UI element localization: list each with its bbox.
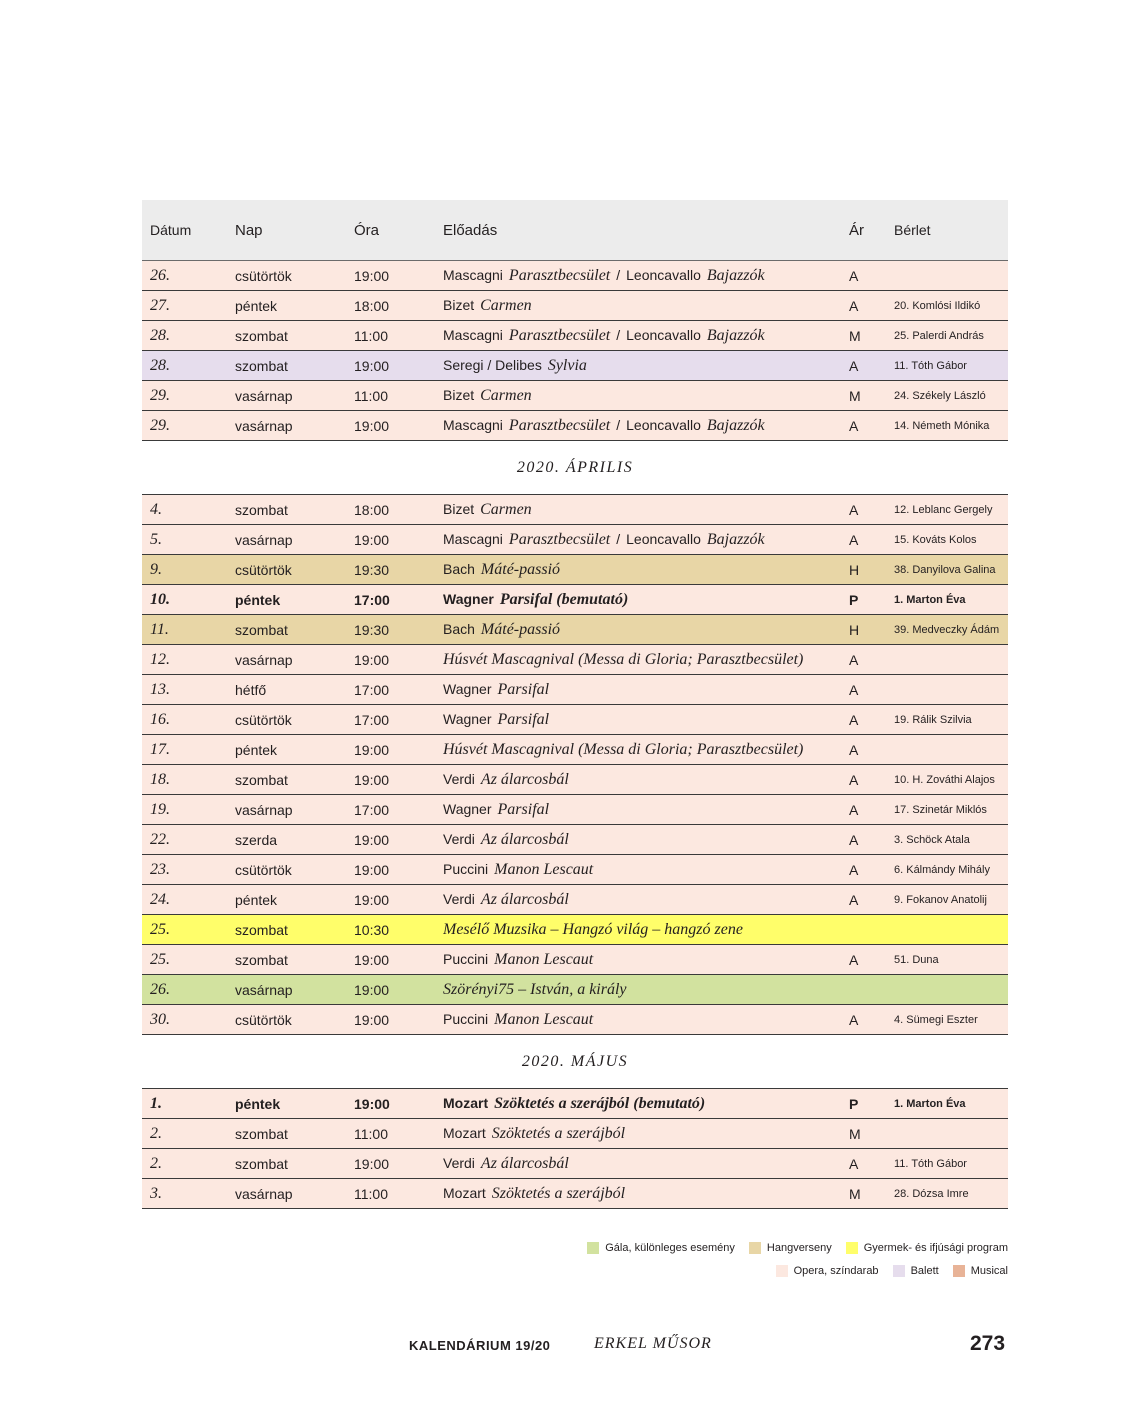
subscription-cell: 11. Tóth Gábor — [894, 1157, 967, 1170]
table-row — [142, 381, 1008, 411]
date-cell: 19. — [150, 800, 170, 818]
time-cell: 18:00 — [354, 297, 390, 314]
separator: / — [616, 416, 621, 433]
table-row — [142, 855, 1008, 885]
work-title: Húsvét Mascagnival (Messa di Gloria; Parasztbecsület) — [443, 650, 804, 668]
work-title: Manon Lescaut — [494, 950, 594, 968]
price-cell: H — [849, 561, 860, 578]
price-cell: A — [849, 831, 859, 848]
performance-cell — [443, 591, 849, 609]
may-section — [142, 1088, 1008, 1209]
legend-item — [587, 1242, 735, 1254]
month-title-may: 2020. MÁJUS — [521, 1052, 629, 1070]
day-cell: vasárnap — [235, 1185, 293, 1202]
performance-cell — [443, 861, 849, 879]
day-cell: csütörtök — [235, 561, 292, 578]
legend-item — [749, 1242, 832, 1254]
work-title: Az álarcosbál — [480, 1154, 569, 1172]
day-cell: csütörtök — [235, 1011, 292, 1028]
subscription-cell: 12. Leblanc Gergely — [894, 503, 993, 516]
header-performance: Előadás — [443, 221, 498, 239]
separator: / — [616, 266, 621, 283]
price-cell: M — [849, 1185, 861, 1202]
work-title: Bajazzók — [706, 530, 765, 548]
subscription-cell: 14. Németh Mónika — [894, 419, 990, 432]
table-row — [142, 675, 1008, 705]
performance-cell — [443, 801, 849, 819]
date-cell: 17. — [150, 740, 170, 758]
subscription-cell: 17. Szinetár Miklós — [894, 803, 987, 816]
work-title: Carmen — [480, 296, 532, 314]
performance-cell — [443, 297, 849, 315]
table-row — [142, 1005, 1008, 1035]
date-cell: 11. — [150, 620, 169, 638]
subscription-cell: 39. Medveczky Ádám — [894, 623, 1000, 636]
time-cell: 19:00 — [354, 417, 390, 434]
work-title: Szöktetés a szerájból — [491, 1124, 626, 1142]
price-cell: A — [849, 501, 859, 518]
table-row — [142, 795, 1008, 825]
date-cell: 2. — [150, 1154, 162, 1172]
performance-cell — [443, 1095, 849, 1113]
price-cell: A — [849, 267, 859, 284]
page-number: 273 — [970, 1332, 1006, 1355]
legend-swatch — [953, 1265, 965, 1277]
composer: Bizet — [443, 386, 475, 403]
legend-swatch — [587, 1242, 599, 1254]
separator: / — [616, 530, 621, 547]
time-cell: 19:00 — [354, 357, 390, 374]
legend-swatch — [776, 1265, 788, 1277]
day-cell: szombat — [235, 951, 288, 968]
composer: Mozart — [443, 1094, 489, 1111]
work-title: Manon Lescaut — [494, 1010, 594, 1028]
date-cell: 22. — [150, 830, 170, 848]
date-cell: 3. — [150, 1184, 162, 1202]
schedule-table — [142, 200, 1008, 1209]
subscription-cell: 28. Dózsa Imre — [894, 1187, 969, 1200]
performance-cell — [443, 327, 849, 345]
table-row — [142, 1119, 1008, 1149]
price-cell: A — [849, 357, 859, 374]
performance-cell — [443, 501, 849, 519]
price-cell: A — [849, 417, 859, 434]
time-cell: 19:00 — [354, 981, 390, 998]
day-cell: péntek — [235, 1095, 281, 1112]
work-title: Szöktetés a szerájból (bemutató) — [494, 1094, 706, 1112]
legend-item — [776, 1265, 879, 1277]
subscription-cell: 19. Rálik Szilvia — [894, 713, 972, 726]
time-cell: 18:00 — [354, 501, 390, 518]
composer: Seregi / Delibes — [443, 356, 542, 373]
day-cell: szombat — [235, 327, 288, 344]
date-cell: 29. — [150, 386, 170, 404]
table-row — [142, 555, 1008, 585]
composer: Wagner — [443, 710, 492, 727]
subscription-cell: 1. Marton Éva — [894, 593, 966, 606]
date-cell: 16. — [150, 710, 170, 728]
header-day: Nap — [235, 221, 263, 239]
performance-cell — [443, 921, 849, 939]
day-cell: vasárnap — [235, 531, 293, 548]
work-title: Az álarcosbál — [480, 770, 569, 788]
day-cell: szombat — [235, 501, 288, 518]
price-cell: P — [849, 591, 859, 608]
time-cell: 19:00 — [354, 741, 390, 758]
date-cell: 30. — [150, 1010, 170, 1028]
composer: Puccini — [443, 1010, 489, 1027]
time-cell: 19:00 — [354, 831, 390, 848]
price-cell: A — [849, 801, 859, 818]
day-cell: szombat — [235, 921, 288, 938]
composer: Puccini — [443, 950, 489, 967]
time-cell: 19:00 — [354, 1095, 390, 1112]
page-footer — [0, 1330, 1123, 1360]
date-cell: 23. — [150, 860, 170, 878]
price-cell: A — [849, 861, 859, 878]
table-row — [142, 735, 1008, 765]
legend-label: Musical — [970, 1265, 1008, 1277]
composer: Verdi — [443, 890, 475, 907]
work-title: Az álarcosbál — [480, 890, 569, 908]
composer: Bach — [443, 560, 475, 577]
day-cell: szombat — [235, 771, 288, 788]
work-title: Máté-passió — [480, 560, 561, 578]
work-title: Parasztbecsület — [508, 530, 611, 548]
work-title: Bajazzók — [706, 326, 765, 344]
performance-cell — [443, 1185, 849, 1203]
legend-item — [953, 1265, 1008, 1277]
table-row — [142, 885, 1008, 915]
price-cell: A — [849, 651, 859, 668]
work-title: Parasztbecsület — [508, 266, 611, 284]
work-title: Sylvia — [547, 356, 587, 374]
price-cell: A — [849, 531, 859, 548]
composer: Bizet — [443, 296, 475, 313]
price-cell: A — [849, 1011, 859, 1028]
date-cell: 1. — [150, 1094, 162, 1112]
price-cell: M — [849, 1125, 861, 1142]
time-cell: 19:00 — [354, 267, 390, 284]
separator: / — [616, 326, 621, 343]
time-cell: 17:00 — [354, 681, 390, 698]
day-cell: szombat — [235, 1155, 288, 1172]
date-cell: 4. — [150, 500, 162, 518]
day-cell: csütörtök — [235, 267, 292, 284]
day-cell: szerda — [235, 831, 278, 848]
header-subscription: Bérlet — [894, 222, 931, 238]
performance-cell — [443, 771, 849, 789]
table-row — [142, 321, 1008, 351]
performance-cell — [443, 741, 849, 759]
work-title: Carmen — [480, 500, 532, 518]
table-row — [142, 495, 1008, 525]
price-cell: P — [849, 1095, 859, 1112]
composer: Leoncavallo — [626, 530, 701, 547]
footer-subtitle: ERKEL MŰSOR — [594, 1335, 712, 1352]
time-cell: 11:00 — [354, 1185, 388, 1202]
work-title: Parasztbecsület — [508, 416, 611, 434]
performance-cell — [443, 417, 849, 435]
legend-label: Gyermek- és ifjúsági program — [863, 1242, 1008, 1254]
time-cell: 19:00 — [354, 771, 390, 788]
work-title: Parsifal — [497, 800, 550, 818]
subscription-cell: 6. Kálmándy Mihály — [894, 863, 990, 876]
composer: Mozart — [443, 1124, 486, 1141]
day-cell: vasárnap — [235, 981, 293, 998]
date-cell: 13. — [150, 680, 170, 698]
performance-cell — [443, 711, 849, 729]
performance-cell — [443, 387, 849, 405]
legend-swatch — [749, 1242, 761, 1254]
table-row — [142, 1089, 1008, 1119]
table-row — [142, 291, 1008, 321]
time-cell: 19:00 — [354, 951, 390, 968]
time-cell: 11:00 — [354, 327, 388, 344]
day-cell: hétfő — [235, 681, 267, 698]
composer: Leoncavallo — [626, 326, 701, 343]
time-cell: 17:00 — [354, 801, 390, 818]
date-cell: 28. — [150, 326, 170, 344]
table-row — [142, 585, 1008, 615]
work-title: Máté-passió — [480, 620, 561, 638]
month-title-april: 2020. ÁPRILIS — [516, 458, 634, 476]
day-cell: szombat — [235, 357, 288, 374]
time-cell: 11:00 — [354, 1125, 388, 1142]
day-cell: vasárnap — [235, 801, 293, 818]
date-cell: 10. — [150, 590, 170, 608]
day-cell: péntek — [235, 891, 278, 908]
composer: Bach — [443, 620, 475, 637]
table-header — [142, 200, 1008, 261]
composer: Verdi — [443, 1154, 475, 1171]
performance-cell — [443, 1155, 849, 1173]
composer: Mascagni — [443, 266, 503, 283]
day-cell: szombat — [235, 621, 288, 638]
legend-swatch — [846, 1242, 858, 1254]
subscription-cell: 20. Komlósi Ildikó — [894, 299, 981, 312]
work-title: Szöktetés a szerájból — [491, 1184, 626, 1202]
date-cell: 25. — [150, 920, 170, 938]
performance-cell — [443, 681, 849, 699]
time-cell: 19:00 — [354, 651, 390, 668]
composer: Mascagni — [443, 416, 503, 433]
date-cell: 26. — [150, 980, 170, 998]
work-title: Parsifal (bemutató) — [499, 590, 629, 608]
performance-cell — [443, 1125, 849, 1143]
day-cell: péntek — [235, 297, 278, 314]
composer: Mozart — [443, 1184, 486, 1201]
legend-label: Gála, különleges esemény — [605, 1242, 735, 1254]
time-cell: 19:00 — [354, 1011, 390, 1028]
date-cell: 2. — [150, 1124, 162, 1142]
table-row — [142, 825, 1008, 855]
time-cell: 10:30 — [354, 921, 390, 938]
day-cell: vasárnap — [235, 417, 293, 434]
work-title: Bajazzók — [706, 416, 765, 434]
date-cell: 27. — [150, 296, 170, 314]
performance-cell — [443, 951, 849, 969]
price-cell: A — [849, 741, 859, 758]
price-cell: A — [849, 951, 859, 968]
table-row — [142, 615, 1008, 645]
work-title: Parsifal — [497, 680, 550, 698]
legend-line-1 — [573, 1242, 1008, 1254]
price-cell: A — [849, 297, 859, 314]
composer: Verdi — [443, 830, 475, 847]
time-cell: 17:00 — [354, 711, 390, 728]
footer-title: KALENDÁRIUM 19/20 — [409, 1338, 551, 1353]
performance-cell — [443, 621, 849, 639]
composer: Wagner — [443, 590, 494, 607]
table-row — [142, 351, 1008, 381]
composer: Puccini — [443, 860, 489, 877]
legend-line-2 — [573, 1265, 1008, 1277]
work-title: Húsvét Mascagnival (Messa di Gloria; Parasztbecsület) — [443, 740, 804, 758]
table-row — [142, 411, 1008, 441]
day-cell: péntek — [235, 741, 278, 758]
header-price: Ár — [849, 221, 864, 239]
legend-label: Balett — [910, 1265, 939, 1277]
day-cell: vasárnap — [235, 387, 293, 404]
date-cell: 12. — [150, 650, 170, 668]
header-date: Dátum — [150, 222, 192, 238]
performance-cell — [443, 651, 849, 669]
march-section — [142, 261, 1008, 441]
time-cell: 19:00 — [354, 1155, 390, 1172]
work-title: Manon Lescaut — [494, 860, 594, 878]
subscription-cell: 11. Tóth Gábor — [894, 359, 967, 372]
work-title: Parsifal — [497, 710, 550, 728]
table-row — [142, 525, 1008, 555]
table-row — [142, 705, 1008, 735]
subscription-cell: 4. Sümegi Eszter — [894, 1013, 978, 1026]
table-row — [142, 915, 1008, 945]
table-row — [142, 765, 1008, 795]
work-title: Carmen — [480, 386, 532, 404]
day-cell: csütörtök — [235, 711, 292, 728]
time-cell: 19:30 — [354, 561, 390, 578]
time-cell: 19:00 — [354, 861, 390, 878]
subscription-cell: 38. Danyilova Galina — [894, 563, 996, 576]
date-cell: 9. — [150, 560, 162, 578]
work-title: Parasztbecsület — [508, 326, 611, 344]
time-cell: 19:30 — [354, 621, 390, 638]
day-cell: szombat — [235, 1125, 288, 1142]
time-cell: 11:00 — [354, 387, 388, 404]
header-time: Óra — [354, 221, 380, 239]
price-cell: M — [849, 387, 861, 404]
legend-item — [893, 1265, 939, 1277]
price-cell: H — [849, 621, 860, 638]
price-cell: A — [849, 891, 859, 908]
performance-cell — [443, 267, 849, 285]
performance-cell — [443, 1011, 849, 1029]
performance-cell — [443, 981, 849, 999]
composer: Leoncavallo — [626, 266, 701, 283]
day-cell: vasárnap — [235, 651, 293, 668]
composer: Leoncavallo — [626, 416, 701, 433]
composer: Wagner — [443, 680, 492, 697]
date-cell: 24. — [150, 890, 170, 908]
date-cell: 29. — [150, 416, 170, 434]
subscription-cell: 10. H. Zováthi Alajos — [894, 773, 995, 786]
performance-cell — [443, 891, 849, 909]
composer: Mascagni — [443, 530, 503, 547]
date-cell: 5. — [150, 530, 162, 548]
day-cell: péntek — [235, 591, 281, 608]
price-cell: A — [849, 1155, 859, 1172]
price-cell: M — [849, 327, 861, 344]
table-row — [142, 1179, 1008, 1209]
composer: Verdi — [443, 770, 475, 787]
subscription-cell: 1. Marton Éva — [894, 1097, 966, 1110]
performance-cell — [443, 531, 849, 549]
date-cell: 26. — [150, 266, 170, 284]
time-cell: 17:00 — [354, 591, 390, 608]
table-row — [142, 975, 1008, 1005]
work-title: Mesélő Muzsika – Hangzó világ – hangzó zene — [443, 920, 743, 938]
table-row — [142, 645, 1008, 675]
day-cell: csütörtök — [235, 861, 292, 878]
price-cell: A — [849, 711, 859, 728]
legend-label: Opera, színdarab — [793, 1265, 879, 1277]
time-cell: 19:00 — [354, 891, 390, 908]
subscription-cell: 3. Schöck Atala — [894, 833, 970, 846]
time-cell: 19:00 — [354, 531, 390, 548]
composer: Bizet — [443, 500, 475, 517]
subscription-cell: 24. Székely László — [894, 389, 986, 402]
composer: Wagner — [443, 800, 492, 817]
subscription-cell: 15. Kováts Kolos — [894, 533, 977, 546]
subscription-cell: 51. Duna — [894, 953, 939, 966]
subscription-cell: 9. Fokanov Anatolij — [894, 893, 987, 906]
legend-label: Hangverseny — [766, 1242, 832, 1254]
date-cell: 25. — [150, 950, 170, 968]
work-title: Az álarcosbál — [480, 830, 569, 848]
price-cell: A — [849, 681, 859, 698]
composer: Mascagni — [443, 326, 503, 343]
date-cell: 18. — [150, 770, 170, 788]
performance-cell — [443, 561, 849, 579]
subscription-cell: 25. Palerdi András — [894, 329, 984, 342]
april-section — [142, 494, 1008, 1035]
legend-item — [846, 1242, 1008, 1254]
table-row — [142, 261, 1008, 291]
date-cell: 28. — [150, 356, 170, 374]
legend-swatch — [893, 1265, 905, 1277]
performance-cell — [443, 357, 849, 375]
table-row — [142, 945, 1008, 975]
price-cell: A — [849, 771, 859, 788]
performance-cell — [443, 831, 849, 849]
table-row — [142, 1149, 1008, 1179]
legend — [573, 1242, 1008, 1288]
work-title: Szörényi75 – István, a király — [443, 980, 627, 998]
work-title: Bajazzók — [706, 266, 765, 284]
